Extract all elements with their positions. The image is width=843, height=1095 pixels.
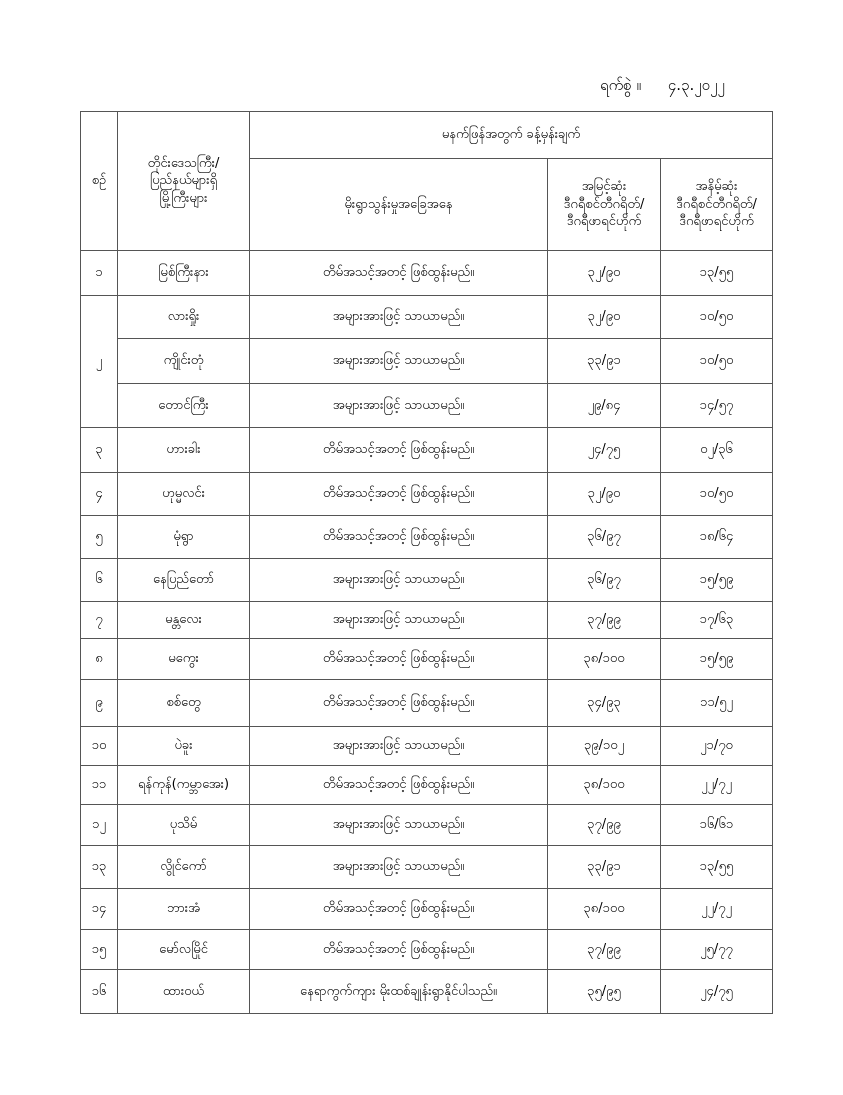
row-number: ၁၅ — [81, 930, 118, 970]
row-min-temp: ၂၂/၇၂ — [661, 766, 773, 805]
date-value: ၄.၃.၂၀၂၂ — [667, 76, 725, 94]
header-max-line: ဒီဂရီစင်တီဂရိတ်/ — [563, 196, 645, 212]
date-label: ရက်စွဲ ။ — [600, 76, 642, 94]
row-number: ၁ — [81, 251, 118, 296]
row-number: ၂ — [81, 296, 118, 428]
header-city-line: ပြည်နယ်များရှိ — [149, 173, 218, 189]
row-min-temp: ၁၄/၅၇ — [661, 384, 773, 428]
row-city: မကွေး — [118, 639, 250, 680]
row-condition: အများအားဖြင့် သာယာမည်။ — [250, 727, 548, 766]
row-condition: တိမ်အသင့်အတင့် ဖြစ်ထွန်းမည်။ — [250, 428, 548, 473]
header-max-line: ဒီဂရီဖာရင်ဟိုက် — [566, 214, 642, 230]
header-min-line: ဒီဂရီဖာရင်ဟိုက် — [679, 214, 754, 230]
row-min-temp: ၁၈/၆၄ — [661, 516, 773, 559]
row-condition: တိမ်အသင့်အတင့် ဖြစ်ထွန်းမည်။ — [250, 766, 548, 805]
row-number: ၁၄ — [81, 889, 118, 930]
header-city — [118, 112, 250, 251]
row-condition: တိမ်အသင့်အတင့် ဖြစ်ထွန်းမည်။ — [250, 473, 548, 516]
row-number: ၈ — [81, 639, 118, 680]
row-condition: အများအားဖြင့် သာယာမည်။ — [250, 602, 548, 639]
row-max-temp: ၃၃/၉၁ — [548, 846, 661, 889]
row-min-temp: ၁၁/၅၂ — [661, 680, 773, 727]
row-max-temp: ၃၄/၉၃ — [548, 680, 661, 727]
row-condition: တိမ်အသင့်အတင့် ဖြစ်ထွန်းမည်။ — [250, 930, 548, 970]
row-city: မော်လမြိုင် — [118, 930, 250, 970]
row-min-temp: ၁၀/၅၀ — [661, 339, 773, 384]
row-condition: အများအားဖြင့် သာယာမည်။ — [250, 846, 548, 889]
header-min-line: ဒီဂရီစင်တီဂရိတ်/ — [676, 196, 757, 212]
report-date — [600, 76, 760, 98]
row-city: ဟုမ္မလင်း — [118, 473, 250, 516]
row-number: ၁၂ — [81, 805, 118, 846]
row-city: တောင်ကြီး — [118, 384, 250, 428]
row-max-temp: ၃၆/၉၇ — [548, 516, 661, 559]
row-max-temp: ၃၅/၉၅ — [548, 970, 661, 1014]
table-row — [81, 602, 773, 639]
header-min-line: အနိမ့်ဆုံး — [695, 179, 738, 195]
row-max-temp: ၃၉/၁၀၂ — [548, 727, 661, 766]
row-min-temp: ၁၀/၅၀ — [661, 296, 773, 339]
row-city: မြစ်ကြီးနား — [118, 251, 250, 296]
row-number: ၄ — [81, 473, 118, 516]
row-condition: အများအားဖြင့် သာယာမည်။ — [250, 339, 548, 384]
table-row — [81, 889, 773, 930]
row-max-temp: ၂၄/၇၅ — [548, 428, 661, 473]
row-min-temp: ၀၂/၃၆ — [661, 428, 773, 473]
header-number: စဉ် — [81, 112, 118, 251]
row-max-temp: ၃၆/၉၇ — [548, 559, 661, 602]
header-max-temp — [548, 159, 661, 251]
table-row — [81, 339, 773, 384]
row-min-temp: ၁၀/၅၀ — [661, 473, 773, 516]
row-condition: တိမ်အသင့်အတင့် ဖြစ်ထွန်းမည်။ — [250, 680, 548, 727]
row-condition: အများအားဖြင့် သာယာမည်။ — [250, 559, 548, 602]
row-max-temp: ၃၃/၉၁ — [548, 339, 661, 384]
row-condition: နေရာကွက်ကျား မိုးထစ်ချုန်းရွာနိုင်ပါသည်။ — [250, 970, 548, 1014]
header-max-line: အမြင့်ဆုံး — [581, 179, 627, 195]
row-max-temp: ၃၂/၉၀ — [548, 473, 661, 516]
row-condition: တိမ်အသင့်အတင့် ဖြစ်ထွန်းမည်။ — [250, 889, 548, 930]
table-row — [81, 384, 773, 428]
row-city: ပဲခူး — [118, 727, 250, 766]
row-max-temp: ၃၇/၉၉ — [548, 930, 661, 970]
row-max-temp: ၃၇/၉၉ — [548, 805, 661, 846]
row-city: ဘားအံ — [118, 889, 250, 930]
row-number: ၉ — [81, 680, 118, 727]
row-number: ၇ — [81, 602, 118, 639]
row-min-temp: ၁၃/၅၅ — [661, 846, 773, 889]
row-max-temp: ၃၂/၉၀ — [548, 251, 661, 296]
table-row — [81, 766, 773, 805]
row-city: မန္တလေး — [118, 602, 250, 639]
row-condition: အများအားဖြင့် သာယာမည်။ — [250, 296, 548, 339]
forecast-table — [80, 111, 773, 1014]
row-max-temp: ၃၈/၁၀၀ — [548, 766, 661, 805]
row-city: မုံရွာ — [118, 516, 250, 559]
row-city: ရန်ကုန်(ကမ္ဘာအေး) — [118, 766, 250, 805]
row-min-temp: ၂၂/၇၂ — [661, 889, 773, 930]
row-max-temp: ၃၈/၁၀၀ — [548, 639, 661, 680]
table-row — [81, 296, 773, 339]
row-min-temp: ၂၅/၇၇ — [661, 930, 773, 970]
header-forecast-group: မနက်ဖြန်အတွက် ခန့်မှန်းချက် — [250, 112, 773, 159]
table-body — [81, 251, 773, 1014]
row-condition: တိမ်အသင့်အတင့် ဖြစ်ထွန်းမည်။ — [250, 251, 548, 296]
row-min-temp: ၁၃/၅၅ — [661, 251, 773, 296]
row-max-temp: ၃၂/၉၀ — [548, 296, 661, 339]
table-row — [81, 930, 773, 970]
table-row — [81, 639, 773, 680]
row-city: ကျိုင်းတုံ — [118, 339, 250, 384]
row-condition: အများအားဖြင့် သာယာမည်။ — [250, 384, 548, 428]
header-city-line: တိုင်းဒေသကြီး/ — [147, 155, 220, 171]
row-condition: တိမ်အသင့်အတင့် ဖြစ်ထွန်းမည်။ — [250, 639, 548, 680]
row-city: လားရှိုး — [118, 296, 250, 339]
row-max-temp: ၂၉/၈၄ — [548, 384, 661, 428]
header-min-temp — [661, 159, 773, 251]
table-row — [81, 970, 773, 1014]
row-min-temp: ၂၄/၇၅ — [661, 970, 773, 1014]
row-min-temp: ၁၅/၅၉ — [661, 639, 773, 680]
table-row — [81, 428, 773, 473]
row-number: ၆ — [81, 559, 118, 602]
row-number: ၅ — [81, 516, 118, 559]
row-max-temp: ၃၇/၉၉ — [548, 602, 661, 639]
row-min-temp: ၁၅/၅၉ — [661, 559, 773, 602]
row-min-temp: ၁၆/၆၁ — [661, 805, 773, 846]
row-condition: တိမ်အသင့်အတင့် ဖြစ်ထွန်းမည်။ — [250, 516, 548, 559]
header-city-line: မြို့ကြီးများ — [159, 190, 208, 206]
header-condition: မိုးရွာသွန်းမှုအခြေအနေ — [250, 159, 548, 251]
row-number: ၁၁ — [81, 766, 118, 805]
row-city: လွိုင်ကော် — [118, 846, 250, 889]
row-city: စစ်တွေ — [118, 680, 250, 727]
row-city: နေပြည်တော် — [118, 559, 250, 602]
row-number: ၁၀ — [81, 727, 118, 766]
table-row — [81, 846, 773, 889]
row-number: ၃ — [81, 428, 118, 473]
table-row — [81, 727, 773, 766]
row-city: ဟားခါး — [118, 428, 250, 473]
row-number: ၁၆ — [81, 970, 118, 1014]
row-min-temp: ၁၇/၆၃ — [661, 602, 773, 639]
table-row — [81, 473, 773, 516]
table-row — [81, 559, 773, 602]
table-row — [81, 251, 773, 296]
row-city: ထားဝယ် — [118, 970, 250, 1014]
row-max-temp: ၃၈/၁၀၀ — [548, 889, 661, 930]
table-row — [81, 805, 773, 846]
header-row-top — [81, 112, 773, 159]
row-number: ၁၃ — [81, 846, 118, 889]
table-row — [81, 516, 773, 559]
row-condition: အများအားဖြင့် သာယာမည်။ — [250, 805, 548, 846]
row-min-temp: ၂၁/၇၀ — [661, 727, 773, 766]
row-city: ပုသိမ် — [118, 805, 250, 846]
table-row — [81, 680, 773, 727]
